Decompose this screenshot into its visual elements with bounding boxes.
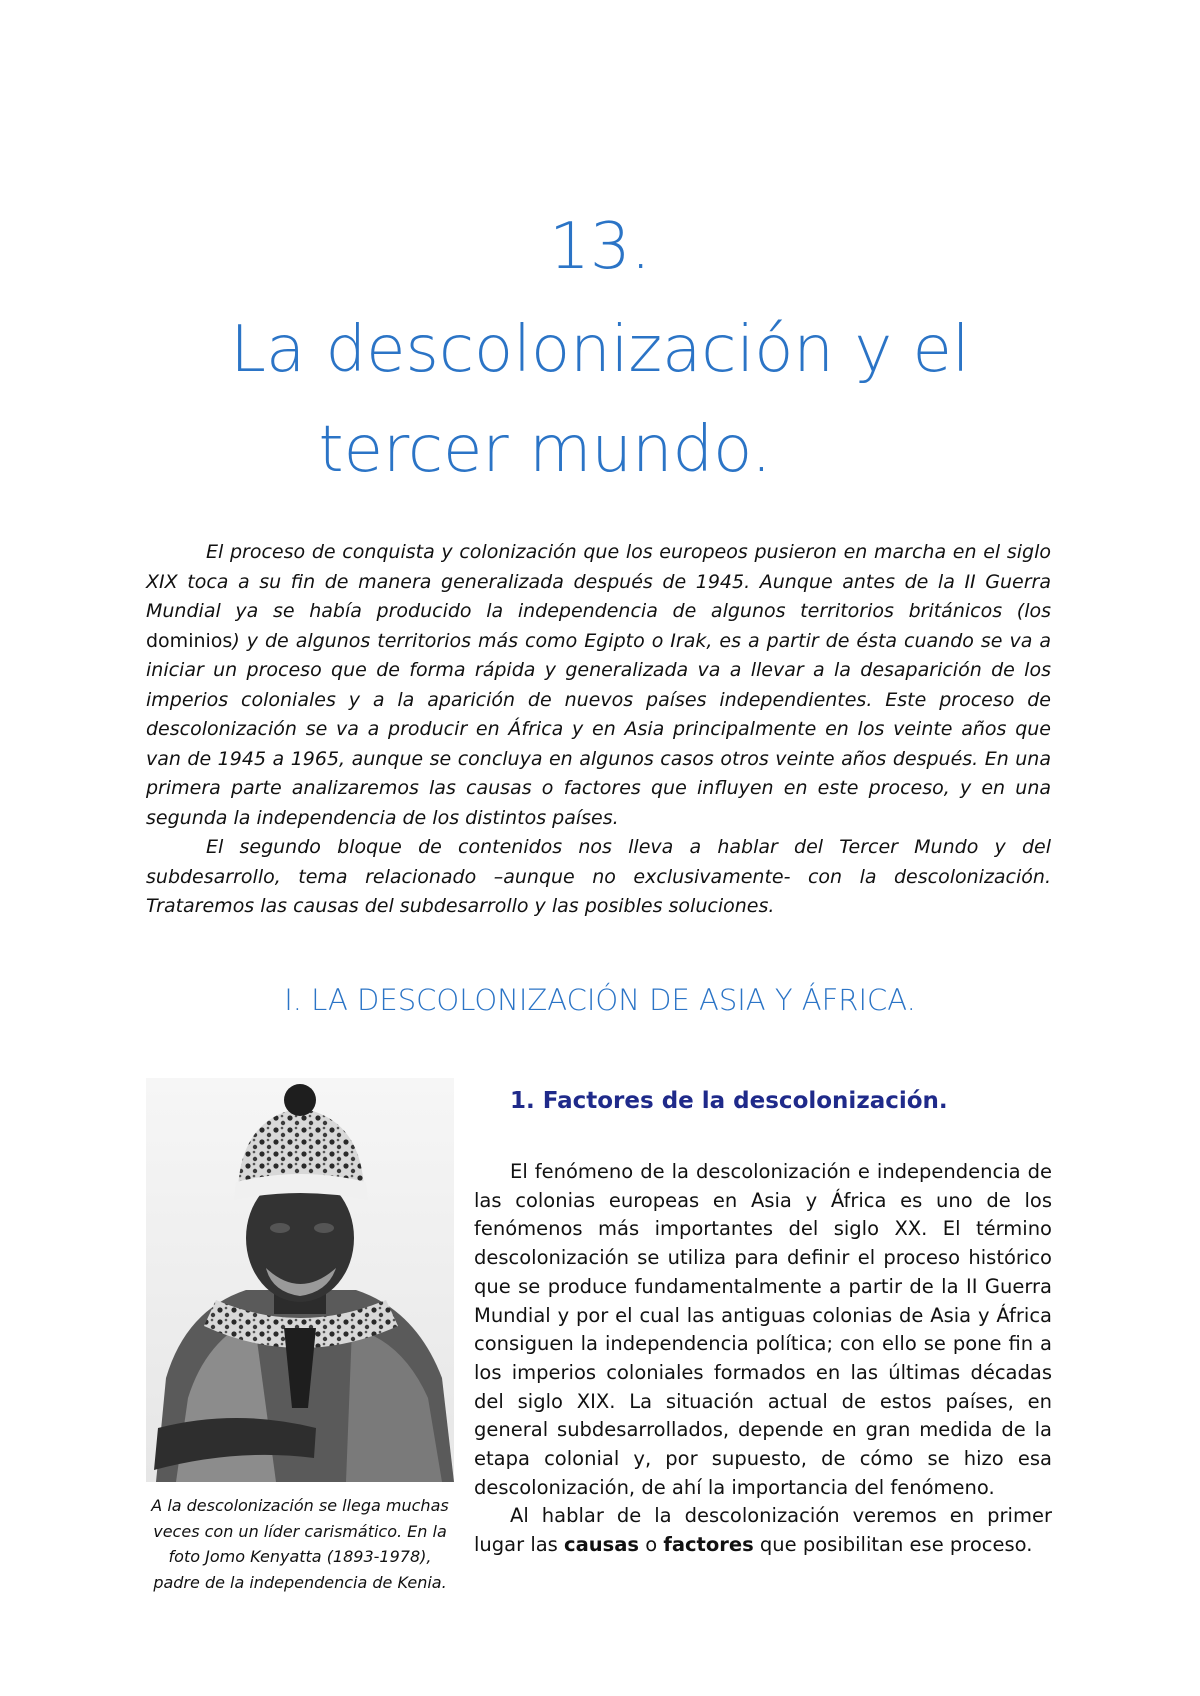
body-paragraph-1: El fenómeno de la descolonización e independencia de las colonias europeas en Asia y África es uno de los fenómenos más importantes del siglo XX. El término descolonización se utiliza para definir el proceso histórico que se produce fundamentalmente a partir de la II Guerra Mundial y por el cual las antiguas colonias de Asia y África consiguen la independencia política; con ello se pone fin a los imperios coloniales formados en las últimas décadas del siglo XIX. La situación actual de estos países, en general subdesarrollados, depende en gran medida de la etapa colonial y, por supuesto, de cómo se hizo esa descolonización, de ahí la importancia del fenómeno. [474,1160,1052,1499]
body-p2-causas: causas [564,1533,640,1557]
portrait-illustration [146,1078,454,1482]
body-paragraph-2 [474,1502,1052,1559]
kenyatta-photo [146,1078,454,1482]
body-p2-part-a: Al hablar de la descolonización veremos en primer lugar las [474,1504,1052,1557]
intro-p1-part-b: ) y de algunos territorios más como Egipto o Irak, es a partir de ésta cuando se va a iniciar un proceso que de forma rápida y generalizada va a llevar a la desaparición de los imperios coloniales y a la aparición de nuevos países independientes. Este proceso de descolonización se va a producir en África y en Asia principalmente en los veinte años que van de 1945 a 1965, aunque se concluya en algunos casos otros veinte años después. En una primera parte analizaremos las causas o factores que influyen en este proceso, y en una segunda la independencia de los distintos países. [146,629,1051,829]
chapter-title-line1: La descolonización y el [230,313,970,387]
photo-caption: A la descolonización se llega muchas veces con un líder carismático. En la foto Jomo Kenyatta (1893-1978), padre de la independencia de Kenia. [151,1496,449,1592]
section-heading: I. LA DESCOLONIZACIÓN DE ASIA Y ÁFRICA. [284,983,916,1017]
body-p2-mid: o [639,1533,664,1557]
subsection-body [474,1158,1052,1560]
intro-paragraph-2: El segundo bloque de contenidos nos lleva a hablar del Tercer Mundo y del subdesarrollo, tema relacionado –aunque no exclusivamente- con la descolonización. Trataremos las causas del subdesarrollo y las posibles soluciones. [146,836,1051,917]
body-p2-part-b: que posibilitan ese proceso. [753,1533,1033,1557]
subsection-heading: 1. Factores de la descolonización. [510,1088,948,1114]
intro-paragraph-1 [146,538,1051,833]
intro-p1-dominios: dominios [146,629,233,652]
chapter-number: 13. [549,210,651,284]
intro-p1-part-a: El proceso de conquista y colonización que los europeos pusieron en marcha en el siglo XIX toca a su fin de manera generalizada después de 1945. Aunque antes de la II Guerra Mundial ya se había producido la independencia de algunos territorios británicos (los [146,541,1051,622]
chapter-title [0,300,1200,500]
intro-text [146,538,1051,922]
chapter-title-line2: tercer mundo. [318,413,772,487]
body-p2-factores: factores [663,1533,754,1557]
